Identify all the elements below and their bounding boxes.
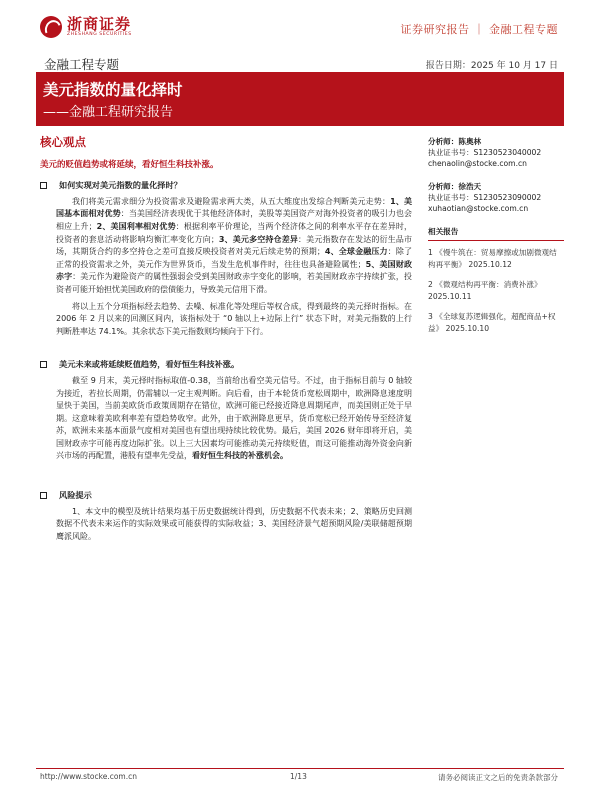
- analyst-1-email[interactable]: chenaolin@stocke.com.cn: [428, 159, 527, 168]
- paragraph-risk: 1、本文中的模型及统计结果均基于历史数据统计得到，历史数据不代表未来；2、策略历史回测数据不代表未来运作的实际效果或可能获得的实际收益；3、美国经济景气超预期风险/美联储超预期鹰派风险。: [56, 506, 412, 541]
- related-report-item[interactable]: 3 《全球复苏逻辑强化，超配商品+权益》 2025.10.10: [428, 312, 556, 333]
- question-heading-2: 美元未来或将延续贬值趋势，看好恒生科技补涨。: [40, 358, 412, 371]
- checkbox-icon: [40, 182, 47, 189]
- report-category: 证券研究报告 ｜ 金融工程专题: [400, 23, 558, 36]
- analyst-2: 分析师：徐浩天 执业证书号：S1230523090002 xuhaotian@stocke.com.cn: [428, 181, 564, 214]
- question-heading-3: 风险提示: [40, 489, 412, 502]
- analyst-2-email[interactable]: xuhaotian@stocke.com.cn: [428, 204, 529, 213]
- related-reports-heading: 相关报告: [428, 226, 564, 241]
- page-title: 美元指数的量化择时: [43, 81, 183, 99]
- page-number: 1/13: [290, 772, 307, 781]
- sidebar: [428, 136, 564, 343]
- page-subtitle: ——金融工程研究报告: [43, 105, 174, 120]
- analyst-1: 分析师：陈奥林 执业证书号：S1230523040002 chenaolin@stocke.com.cn: [428, 136, 564, 169]
- checkbox-icon: [40, 361, 47, 368]
- related-report-item[interactable]: 1 《慢牛筑在：贸易摩擦或加剧微观结构再平衡》 2025.10.12: [428, 248, 557, 269]
- footer-divider: [36, 768, 564, 769]
- paragraph-backtest: 将以上五个分项指标经去趋势、去噪、标准化等处理后等权合成，得到最终的美元择时指标。在 2006 年 2 月以来的回测区间内，该指标处于 “0 轴以上+边际上行” 状态下时，对美元指数的上行判断胜率达 74.1%。其余状态下美元指数则均倾向于下行。: [56, 301, 412, 336]
- report-date: 报告日期：2025 年 10 月 17 日: [425, 61, 558, 71]
- core-tagline: 美元的贬值趋势或将延续，看好恒生科技补涨。: [40, 159, 219, 170]
- section-label: 金融工程专题: [44, 57, 120, 72]
- logo-mark-icon: [40, 16, 62, 38]
- paragraph-methodology: 我们将美元需求细分为投资需求及避险需求两大类，从五大维度出发综合判断美元走势：1、美国基本面相对优势：当美国经济表现优于其他经济体时，美股等美国资产对海外投资者的吸引力也会相应上升；2、美国利率相对优势：根据利率平价理论，当两个经济体之间的利率水平存在差异时，投资者的套息活动将影响均衡汇率变化方向；3、美元多空持仓差异：美元指数存在发达的衍生品市场，其期货合约的多空持仓之差可直接反映投资者对美元后续走势的预期；4、全球金融压力：除了正常的投资需求之外，美元作为世界货币，当发生危机事件时，往往也具备避险属性；5、美国财政赤字：美元作为避险资产的属性强弱会受到美国财政赤字变化的影响，若美国财政赤字持续扩张，投资者可能开始担忧美国政府的偿债能力，导致美元信用下滑。: [56, 196, 413, 294]
- paragraph-outlook: 截至 9 月末，美元择时指标取值-0.38，当前给出看空美元信号。不过，由于指标目前与 0 轴较为接近，若拉长周期，仍需辅以一定主观判断。向后看，由于本轮货币宽松周期中，欧洲降息速度明显快于美国，当前美欧货币政策周期存在错位，欧洲可能已经接近降息周期尾声，而美国则正处于早期。这意味着美欧利率差有望趋势收窄。此外，由于欧洲降息更早，货币宽松已经开始传导至经济复苏，欧洲未来基本面景气度相对美国也有望出现持续比较优势。最后，美国 2026 财年即将开启，美国财政赤字可能再度边际扩张。以上三大因素均可能推动美元持续贬值，而这可能推动海外资金向新兴市场的再配置，港股有望率先受益，看好恒生科技的补涨机会。: [56, 375, 412, 461]
- related-report-item[interactable]: 2 《微观结构再平衡：消费补涨》 2025.10.11: [428, 280, 542, 301]
- footer-website-link[interactable]: http://www.stocke.com.cn: [40, 772, 137, 781]
- checkbox-icon: [40, 492, 47, 499]
- title-banner: [36, 72, 564, 126]
- question-heading-1: 如何实现对美元指数的量化择时？: [40, 179, 412, 192]
- core-view-heading: 核心观点: [40, 135, 86, 149]
- disclaimer-note: 请务必阅读正文之后的免责条款部分: [438, 773, 558, 782]
- main-content: [40, 136, 412, 547]
- logo-name-en: ZHESHANG SECURITIES: [67, 32, 132, 37]
- company-logo: [40, 16, 132, 38]
- logo-name-cn: 浙商证券: [67, 15, 132, 33]
